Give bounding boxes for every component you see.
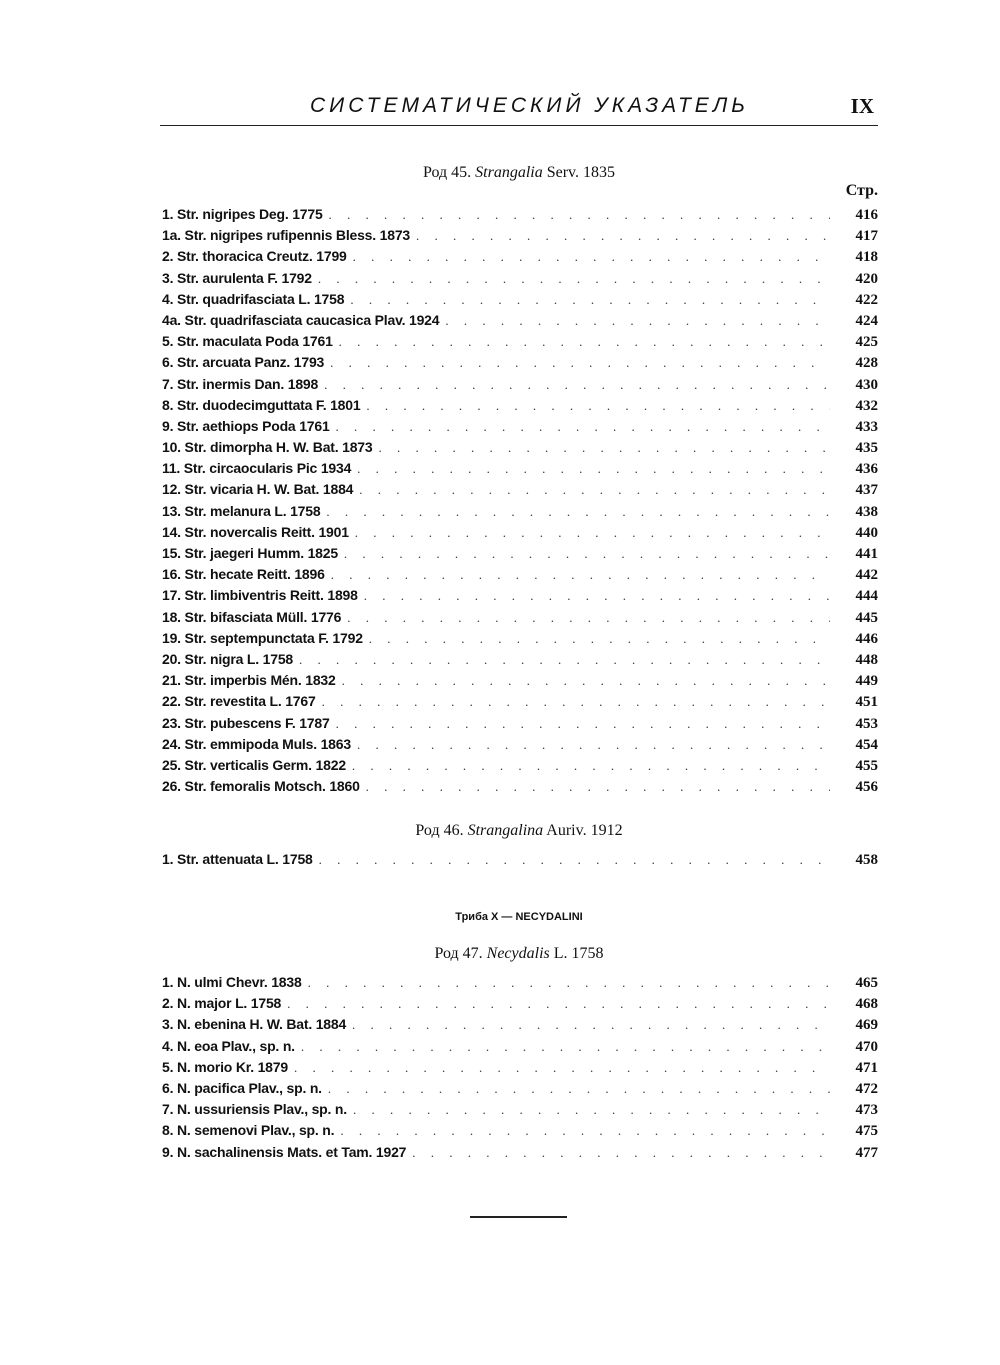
index-entry [162,354,878,375]
leader-dots [347,610,830,626]
entry-page: 445 [855,609,878,626]
index-entry [162,397,878,418]
entry-label: 23. Str. pubescens F. 1787 [162,714,330,731]
entry-label: 9. N. sachalinensis Mats. et Tam. 1927 [162,1143,407,1160]
index-entry [162,1144,878,1165]
entry-page: 458 [855,852,878,868]
leader-dots [359,482,830,498]
entry-label: 5. N. morio Kr. 1879 [162,1058,288,1075]
entry-label: 4a. Str. quadrifasciata caucasica Plav. 1924 [162,311,440,328]
leader-dots [369,631,830,647]
index-entry [162,1080,878,1101]
leader-dots [344,546,830,562]
leader-dots [336,419,830,435]
entry-label: 19. Str. septempunctata F. 1792 [162,629,363,646]
entry-label: 24. Str. emmipoda Muls. 1863 [162,735,351,752]
entry-page: 471 [855,1059,878,1076]
entry-label: 6. Str. arcuata Panz. 1793 [162,354,325,371]
tribe-heading: Триба X — NECYDALINI [455,911,583,923]
entry-page: 475 [855,1123,878,1140]
leader-dots [366,398,830,414]
footer-rule [470,1216,567,1218]
leader-dots [353,1102,830,1118]
entry-page: 422 [855,291,878,308]
leader-dots [308,975,830,991]
leader-dots [339,334,830,350]
entry-page: 437 [855,482,878,499]
leader-dots [287,996,830,1012]
entry-page: 449 [855,673,878,690]
entry-page: 454 [855,736,878,753]
entry-page: 430 [855,376,878,393]
genus-prefix: Род 45. [422,164,472,181]
leader-dots [352,758,830,774]
genus-prefix: Род 46. [415,822,464,839]
entry-page: 448 [855,651,878,668]
leader-dots [416,228,830,244]
entry-label: 7. N. ussuriensis Plav., sp. n. [162,1101,347,1118]
page-header [160,92,878,128]
entry-label: 3. Str. aurulenta F. 1792 [162,269,312,286]
genus-name: Strangalina [467,822,544,839]
index-entry [162,630,878,651]
entry-label: 3. N. ebenina H. W. Bat. 1884 [162,1016,347,1033]
entry-page: 469 [855,1017,878,1034]
entry-label: 26. Str. femoralis Motsch. 1860 [162,778,360,795]
index-entry [162,333,878,354]
entry-label: 11. Str. circaocularis Pic 1934 [162,460,352,477]
genus-name: Strangalia [475,164,543,181]
entry-page: 428 [855,355,878,372]
entry-label: 13. Str. melanura L. 1758 [162,502,321,519]
index-entry [162,1059,878,1080]
genus-46-list [162,851,878,872]
index-entry [162,418,878,439]
entry-label: 8. Str. duodecimguttata F. 1801 [162,396,361,413]
index-entry [162,736,878,757]
leader-dots [355,525,830,541]
genus-prefix: Род 47. [434,945,483,962]
entry-label: 1. Str. attenuata L. 1758 [162,851,313,867]
entry-label: 10. Str. dimorpha H. W. Bat. 1873 [162,439,373,456]
entry-label: 2. N. major L. 1758 [162,995,282,1012]
leader-dots [353,249,830,265]
index-entry [162,778,878,799]
entry-page: 470 [855,1038,878,1055]
index-entry [162,715,878,736]
leader-dots [330,355,830,371]
entry-label: 1. N. ulmi Chevr. 1838 [162,974,302,990]
entry-page: 425 [855,334,878,351]
index-entry [162,503,878,524]
index-entry [162,974,878,995]
header-rule [160,125,878,126]
entry-label: 14. Str. novercalis Reitt. 1901 [162,523,349,540]
entry-label: 20. Str. nigra L. 1758 [162,650,293,667]
entry-label: 6. N. pacifica Plav., sp. n. [162,1079,322,1096]
index-entry [162,227,878,248]
entry-label: 1a. Str. nigripes rufipennis Bless. 1873 [162,227,410,244]
leader-dots [328,1081,830,1097]
genus-name: Necydalis [486,945,550,962]
entry-page: 451 [855,694,878,711]
leader-dots [324,377,830,393]
index-entry [162,439,878,460]
index-entry [162,248,878,269]
leader-dots [378,440,830,456]
entry-page: 456 [855,779,878,796]
entry-page: 465 [855,975,878,991]
entry-label: 1. Str. nigripes Deg. 1775 [162,206,323,222]
leader-dots [336,716,830,732]
entry-page: 416 [855,207,878,223]
entry-label: 18. Str. bifasciata Müll. 1776 [162,608,342,625]
entry-page: 420 [855,270,878,287]
index-entry [162,995,878,1016]
index-entry [162,1122,878,1143]
leader-dots [350,292,830,308]
entry-page: 418 [855,249,878,266]
entry-page: 472 [855,1080,878,1097]
leader-dots [331,567,830,583]
entry-page: 433 [855,418,878,435]
entry-label: 9. Str. aethiops Poda 1761 [162,417,330,434]
entry-page: 455 [855,757,878,774]
index-entry [162,609,878,630]
leader-dots [364,588,830,604]
entry-label: 17. Str. limbiventris Reitt. 1898 [162,587,358,604]
leader-dots [340,1123,830,1139]
entry-label: 8. N. semenovi Plav., sp. n. [162,1122,335,1139]
leader-dots [329,207,830,223]
index-entry [162,851,878,872]
leader-dots [366,779,830,795]
entry-page: 435 [855,440,878,457]
entry-page: 444 [855,588,878,605]
index-entry [162,651,878,672]
page-title: СИСТЕМАТИЧЕСКИЙ УКАЗАТЕЛЬ [310,94,749,117]
genus-author: Auriv. 1912 [546,822,623,839]
genus-author: L. 1758 [553,945,604,962]
entry-label: 4. Str. quadrifasciata L. 1758 [162,290,345,307]
index-entry [162,587,878,608]
entry-page: 438 [855,503,878,520]
leader-dots [301,1039,830,1055]
entry-page: 473 [855,1102,878,1119]
index-entry [162,291,878,312]
entry-label: 12. Str. vicaria H. W. Bat. 1884 [162,481,354,498]
index-entry [162,524,878,545]
entry-label: 4. N. eoa Plav., sp. n. [162,1037,295,1054]
index-entry [162,206,878,227]
leader-dots [352,1017,830,1033]
entry-label: 25. Str. verticalis Germ. 1822 [162,756,346,773]
index-entry [162,672,878,693]
genus-45-list [162,206,878,799]
entry-page: 440 [855,524,878,541]
entry-page: 441 [855,546,878,562]
page-column-heading: Стр. [845,182,878,199]
index-entry [162,1016,878,1037]
index-entry [162,376,878,397]
index-entry [162,566,878,587]
index-entry [162,481,878,502]
entry-label: 22. Str. revestita L. 1767 [162,693,316,710]
leader-dots [412,1145,830,1161]
index-entry [162,270,878,291]
entry-page: 453 [855,715,878,732]
entry-page: 432 [855,397,878,414]
entry-label: 7. Str. inermis Dan. 1898 [162,375,319,392]
entry-label: 16. Str. hecate Reitt. 1896 [162,566,325,583]
leader-dots [357,461,830,477]
genus-author: Serv. 1835 [546,164,616,181]
leader-dots [445,313,830,329]
entry-label: 21. Str. imperbis Mén. 1832 [162,672,336,689]
index-entry [162,1038,878,1059]
entry-page: 436 [855,461,878,478]
index-entry [162,460,878,481]
index-entry [162,757,878,778]
leader-dots [294,1060,830,1076]
entry-label: 2. Str. thoracica Creutz. 1799 [162,248,347,265]
entry-page: 442 [855,567,878,584]
leader-dots [299,652,830,668]
index-entry [162,693,878,714]
genus-47-list [162,974,878,1165]
index-entry [162,312,878,333]
leader-dots [342,673,830,689]
index-entry [162,545,878,566]
entry-label: 5. Str. maculata Poda 1761 [162,333,333,350]
index-entry [162,1101,878,1122]
genus-45-heading [160,164,878,182]
genus-46-heading [160,822,878,840]
page-number: IX [850,94,874,118]
leader-dots [318,271,830,287]
entry-page: 424 [855,312,878,329]
leader-dots [326,504,830,520]
entry-page: 446 [855,630,878,647]
leader-dots [357,737,830,753]
entry-page: 417 [855,228,878,245]
entry-page: 468 [855,996,878,1013]
genus-47-heading [160,945,878,963]
leader-dots [319,852,830,868]
leader-dots [322,694,830,710]
entry-page: 477 [855,1144,878,1161]
entry-label: 15. Str. jaegeri Humm. 1825 [162,545,338,561]
